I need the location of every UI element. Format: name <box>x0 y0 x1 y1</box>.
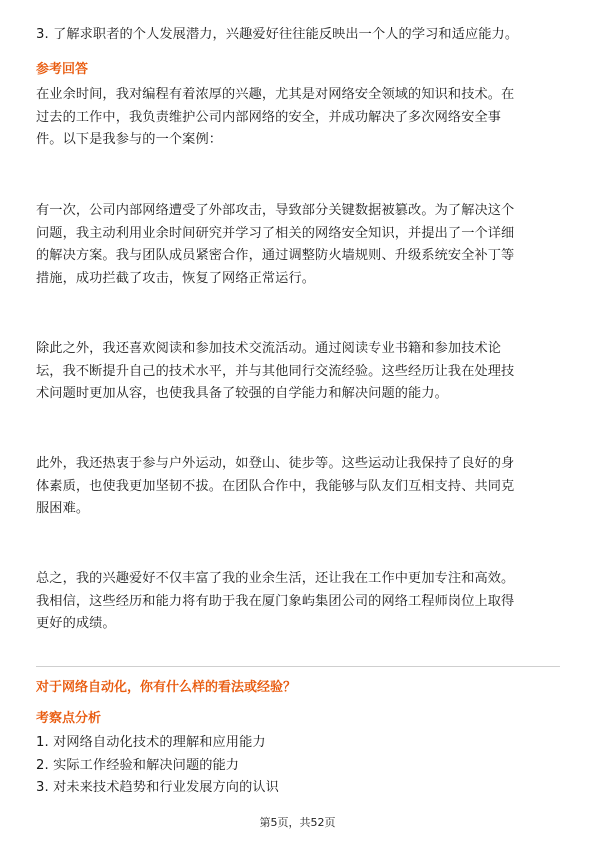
answer-paragraph-3 <box>36 338 561 406</box>
analysis-points <box>36 732 561 800</box>
paragraph-line: 体素质，也使我更加坚韧不拔。在团队合作中，我能够与队友们互相支持、共同克 <box>36 478 515 494</box>
analysis-heading: 考察点分析 <box>36 711 102 726</box>
paragraph-line: 的解决方案。我与团队成员紧密合作，通过调整防火墙规则、升级系统安全补丁等 <box>36 248 515 263</box>
analysis-point: 3. 对未来技术趋势和行业发展方向的认识 <box>36 780 279 795</box>
paragraph-line: 术问题时更加从容，也使我具备了较强的自学能力和解决问题的能力。 <box>36 386 448 401</box>
paragraph-line: 问题，我主动利用业余时间研究并学习了相关的网络安全知识，并提出了一个详细 <box>36 225 515 241</box>
paragraph-line: 过去的工作中，我负责维护公司内部网络的安全，并成功解决了多次网络安全事 <box>36 109 502 125</box>
paragraph-line: 此外，我还热衷于参与户外运动，如登山、徒步等。这些运动让我保持了良好的身 <box>36 456 515 471</box>
paragraph-line: 在业余时间，我对编程有着浓厚的兴趣，尤其是对网络安全领域的知识和技术。在 <box>36 87 515 102</box>
paragraph-line: 我相信，这些经历和能力将有助于我在厦门象屿集团公司的网络工程师岗位上取得 <box>36 593 515 609</box>
paragraph-line: 除此之外，我还喜欢阅读和参加技术交流活动。通过阅读专业书籍和参加技术论 <box>36 341 502 356</box>
answer-paragraph-4 <box>36 453 561 521</box>
answer-paragraph-2 <box>36 200 561 290</box>
section-divider <box>36 666 560 667</box>
paragraph-line: 措施，成功拦截了攻击，恢复了网络正常运行。 <box>36 270 316 286</box>
answer-paragraph-5 <box>36 568 561 636</box>
analysis-point-3: 3. 了解求职者的个人发展潜力，兴趣爱好往往能反映出一个人的学习和适应能力。 <box>36 27 519 42</box>
paragraph-line: 更好的成绩。 <box>36 616 116 631</box>
paragraph-line: 件。以下是我参与的一个案例： <box>36 132 223 147</box>
analysis-point: 1. 对网络自动化技术的理解和应用能力 <box>36 735 266 750</box>
answer-paragraph-1 <box>36 84 561 152</box>
question-heading: 对于网络自动化，你有什么样的看法或经验？ <box>36 680 297 695</box>
paragraph-line: 有一次，公司内部网络遭受了外部攻击，导致部分关键数据被篡改。为了解决这个 <box>36 203 515 218</box>
page-number-footer: 第5页，共52页 <box>259 816 336 829</box>
paragraph-line: 坛，我不断提升自己的技术水平，并与其他同行交流经验。这些经历让我在处理技 <box>36 363 515 379</box>
paragraph-line: 总之，我的兴趣爱好不仅丰富了我的业余生活，还让我在工作中更加专注和高效。 <box>36 571 515 586</box>
paragraph-line: 服困难。 <box>36 501 90 516</box>
answer-heading: 参考回答 <box>36 62 89 77</box>
analysis-point: 2. 实际工作经验和解决问题的能力 <box>36 757 240 773</box>
